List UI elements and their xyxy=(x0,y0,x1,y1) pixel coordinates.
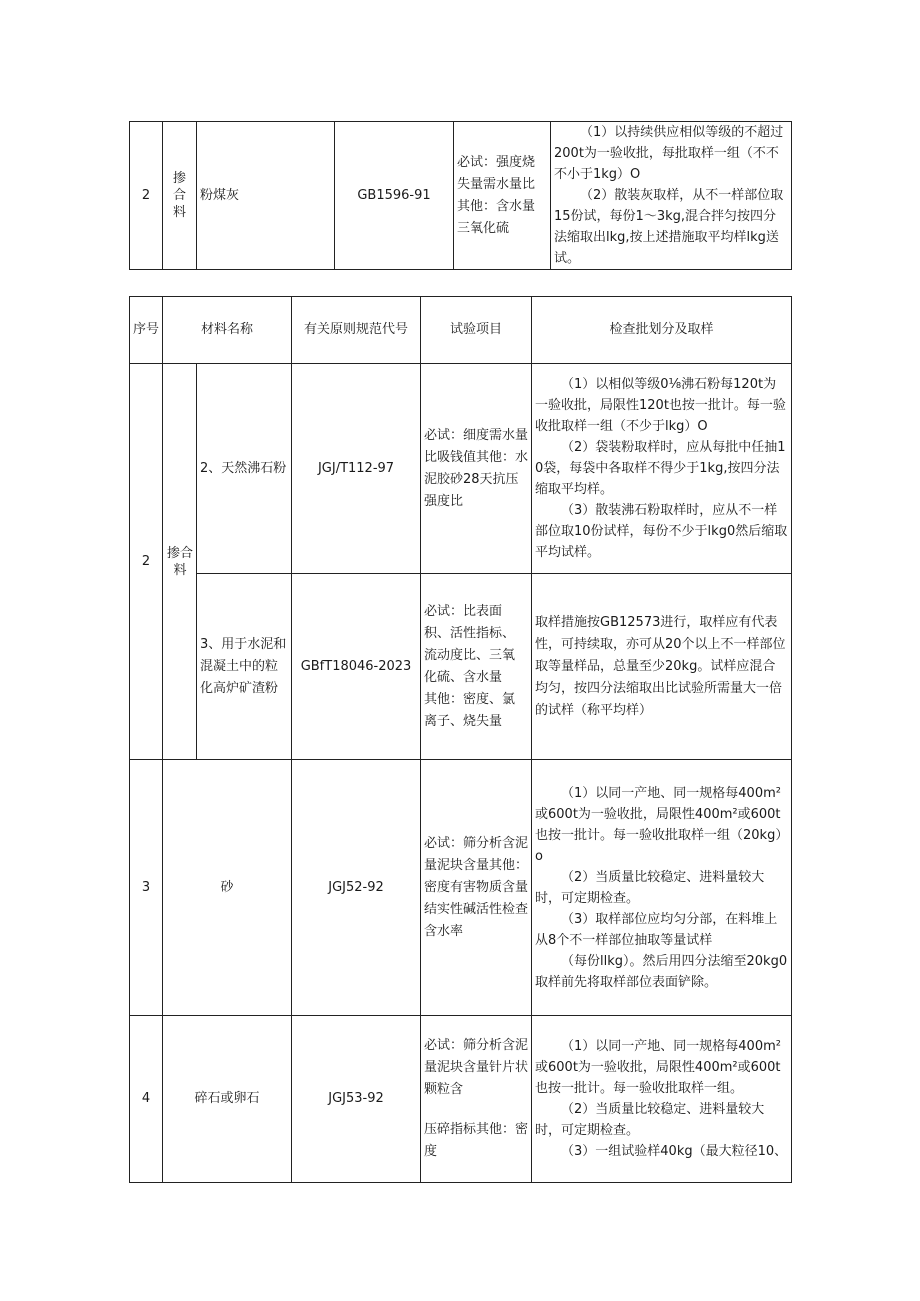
sampling-cell xyxy=(532,1016,792,1183)
tests-cell xyxy=(421,760,532,1016)
seq-cell xyxy=(130,122,163,270)
sampling-cell xyxy=(532,574,792,760)
standard-code: JGJ53-92 xyxy=(328,1091,384,1106)
sampling-line: （2）散装灰取样，从不一样部位取15份试，每份1～3kg,混合拌匀按四分法缩取出lkg,按上述措施取平均样lkg送试。 xyxy=(554,188,784,266)
test-line: 化硫、含水量 xyxy=(424,669,503,685)
standard-code: GB1596-91 xyxy=(357,187,431,203)
code-cell xyxy=(335,122,454,270)
seq: 4 xyxy=(141,1091,151,1106)
header-code: 有关原则规范代号 xyxy=(292,297,421,364)
name-cell xyxy=(197,364,292,574)
tests-cell xyxy=(421,364,532,574)
category-cell xyxy=(163,122,197,270)
test-line: 其他：密度、氯 xyxy=(424,691,516,707)
tests-cell xyxy=(421,574,532,760)
sampling-line: （2）当质量比较稳定、进料量较大时，可定期检查。 xyxy=(535,869,765,906)
sampling-line: （2）当质量比较稳定、进料量较大时，可定期检查。 xyxy=(535,1102,765,1138)
test-items: 必试：强度烧失量需水量比其他：含水量三氧化硫 xyxy=(457,154,536,236)
spacer xyxy=(424,1101,528,1119)
sampling-line: （3）取样部位应均匀分部，在料堆上从8个不一样部位抽取等量试样 xyxy=(535,911,778,948)
seq-cell xyxy=(130,364,163,760)
code-cell xyxy=(292,1016,421,1183)
test-items: 必试：筛分析含泥量泥块含量其他：密度有害物质含量结实性碱活性检查含水率 xyxy=(424,835,529,939)
header-seq: 序号 xyxy=(130,297,163,364)
test-items: 必试：筛分析含泥量泥块含量针片状颗粒含 xyxy=(424,1038,529,1097)
header-row xyxy=(130,297,792,364)
code-cell xyxy=(292,760,421,1016)
header-name: 材料名称 xyxy=(163,297,292,364)
sampling-line: （1）以同一产地、同一规格每400m²或600t为一验收批，局限性400m²或600t也按一批计。每一验收批取样一组。 xyxy=(535,1039,781,1096)
seq: 2 xyxy=(141,553,151,569)
sampling-line: （每份llkg）。然后用四分法缩至20kg0取样前先将取样部位表面铲除。 xyxy=(535,953,788,990)
material-name: 砂 xyxy=(220,879,234,895)
standard-code: GBfT18046-2023 xyxy=(300,658,412,674)
tests-cell xyxy=(421,1016,532,1183)
sampling-cell xyxy=(532,364,792,574)
seq-cell xyxy=(130,1016,163,1183)
sampling-line: 取样措施按GB12573进行，取样应有代表性，可持续取，亦可从20个以上不一样部位取等量样品，总量至少20kg。试样应混合均匀，按四分法缩取出比试验所需量大一倍的试样（称平均样） xyxy=(535,614,786,718)
table-row xyxy=(130,364,792,574)
table-row xyxy=(130,574,792,760)
seq-cell xyxy=(130,760,163,1016)
test-line: 必试：比表面 xyxy=(424,603,503,619)
tests-cell xyxy=(454,122,551,270)
test-line: 流动度比、三氧 xyxy=(424,647,516,663)
material-name: 碎石或卵石 xyxy=(194,1091,260,1106)
material-name: 粉煤灰 xyxy=(200,187,240,203)
test-items: 必试：细度需水量比吸钱值其他：水泥胶砂28天抗压强度比 xyxy=(424,427,529,509)
sampling-line: （1）以持续供应相似等级的不超过200t为一验收批，每批取样一组（不不不小于1kg）O xyxy=(554,125,784,182)
sampling-line: （3）散装沸石粉取样时，应从不一样部位取10份试样，每份不少于lkg0然后缩取平均试样。 xyxy=(535,503,788,560)
header-tests: 试验项目 xyxy=(421,297,532,364)
top-table xyxy=(129,121,792,270)
table-row xyxy=(130,760,792,1016)
standard-code: JGJ52-92 xyxy=(328,879,384,895)
name-cell xyxy=(163,1016,292,1183)
test-line: 离子、烧失量 xyxy=(424,713,503,729)
sampling-line: （1）以相似等级0⅛沸石粉每120t为一验收批，局限性120t也按一批计。每一验收批取样一组（不少于lkg）O xyxy=(535,377,786,434)
material-name: 2、天然沸石粉 xyxy=(200,460,287,476)
name-cell xyxy=(197,574,292,760)
seq: 3 xyxy=(141,879,151,895)
sampling-line: （3）一组试验样40kg（最大粒径10、 xyxy=(561,1144,788,1159)
sampling-line: （1）以同一产地、同一规格每400m²或600t为一验收批，局限性400m²或600t也按一批计。每一验收批取样一组（20kg）o xyxy=(535,785,782,864)
table-row xyxy=(130,1016,792,1183)
test-items: 压碎指标其他：密度 xyxy=(424,1122,529,1159)
sampling-line: （2）袋装粉取样时，应从每批中任抽10袋，每袋中各取样不得少于1kg,按四分法缩取平均样。 xyxy=(535,440,786,497)
code-cell xyxy=(292,574,421,760)
code-cell xyxy=(292,364,421,574)
name-cell xyxy=(197,122,335,270)
material-name: 3、用于水泥和混凝土中的粒化高炉矿渣粉 xyxy=(200,636,287,696)
sampling-cell xyxy=(551,122,792,270)
header-sampling: 检查批划分及取样 xyxy=(532,297,792,364)
name-cell xyxy=(163,760,292,1016)
test-line: 积、活性指标、 xyxy=(424,625,516,641)
category: 掺合料 xyxy=(172,171,186,220)
main-table xyxy=(129,296,792,1183)
standard-code: JGJ/T112-97 xyxy=(317,460,395,476)
category: 掺合料 xyxy=(166,545,193,578)
seq: 2 xyxy=(141,187,151,203)
sampling-cell xyxy=(532,760,792,1016)
category-cell xyxy=(163,364,197,760)
